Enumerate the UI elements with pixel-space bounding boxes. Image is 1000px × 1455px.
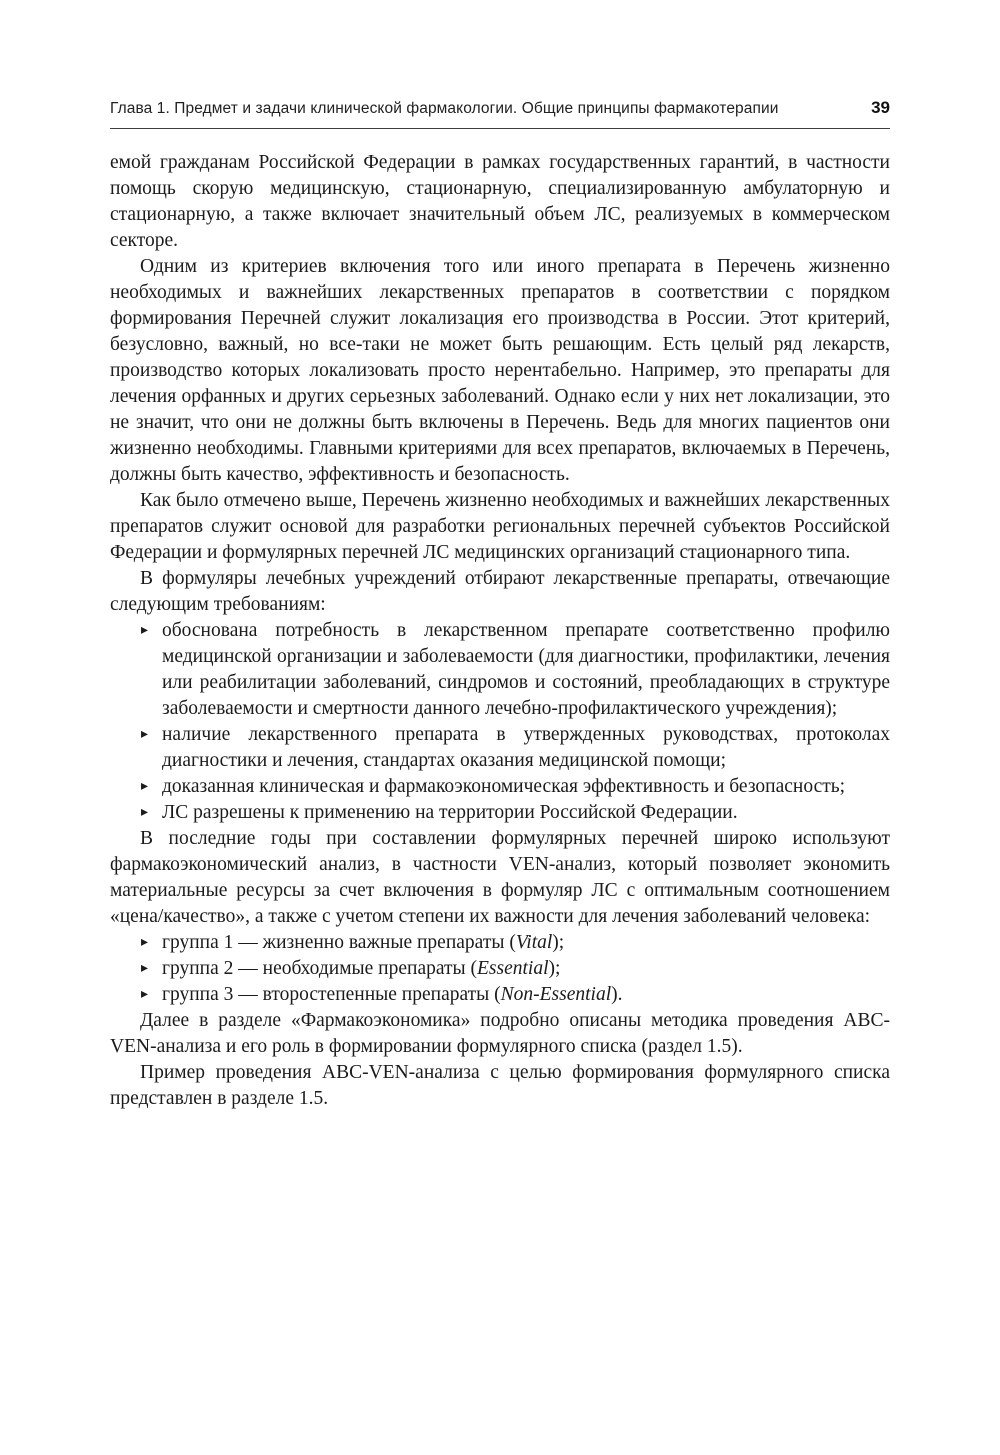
list-item — [110, 722, 890, 774]
paragraph-abc-ven-example: Пример проведения ABC-VEN-анализа с целью формирования формулярного списка представлен в разделе 1.5. — [110, 1062, 890, 1109]
list-item — [110, 982, 890, 1008]
page-body — [110, 150, 890, 1112]
paragraph-pharmacoeconomics: Далее в разделе «Фармакоэкономика» подробно описаны методика проведения ABC-VEN-анализа и его роль в формировании формулярного списка (раздел 1.5). — [110, 1010, 890, 1057]
ven-term-italic: Essential — [477, 958, 549, 979]
list-item — [110, 930, 890, 956]
list-item-text: группа 1 — жизненно важные препараты ( — [162, 932, 516, 953]
paragraph-criteria: Одним из критериев включения того или иного препарата в Перечень жизненно необходимых и важнейших лекарственных препаратов в соответствии с порядком формирования Перечней служит локализация его производства в России. Этот критерий, безусловно, важный, но все-таки не может быть решающим. Есть целый ряд лекарств, производство которых локализовать просто нерентабельно. Например, это препараты для лечения орфанных и других серьезных заболеваний. Однако если у них нет локализации, это не значит, что они не должны быть включены в Перечень. Ведь для многих пациентов они жизненно необходимы. Главными критериями для всех препаратов, включаемых в Перечень, должны быть качество, эффективность и безопасность. — [110, 256, 890, 485]
paragraph-formulary-intro: В формуляры лечебных учреждений отбирают лекарственные препараты, отвечающие следующим требованиям: — [110, 568, 890, 615]
page-number: 39 — [871, 98, 890, 117]
ven-term-italic: Vital — [515, 932, 553, 953]
triangle-bullet-icon: ▸ — [141, 727, 149, 742]
list-item — [110, 774, 890, 800]
triangle-bullet-icon: ▸ — [141, 987, 149, 1002]
list-item — [110, 956, 890, 982]
ven-groups-list — [110, 930, 890, 1008]
list-item-text: ). — [611, 984, 623, 1005]
triangle-bullet-icon: ▸ — [141, 805, 149, 820]
list-item-text: группа 2 — необходимые препараты ( — [162, 958, 478, 979]
triangle-bullet-icon: ▸ — [141, 779, 149, 794]
paragraph-ven-analysis: В последние годы при составлении формулярных перечней широко используют фармакоэкономический анализ, в частности VEN-анализ, который позволяет экономить материальные ресурсы за счет включения в формуляр ЛС с оптимальным соотношением «цена/качество», а также с учетом степени их важности для лечения заболеваний человека: — [110, 828, 890, 927]
list-item-text: обоснована потребность в лекарственном препарате соответственно профилю медицинской организации и заболеваемости (для диагностики, профилактики, лечения или реабилитации заболеваний, синдромов и состояний, преобладающих в структуре заболеваемости и смертности данного лечебно-профилактического учреждения); — [162, 620, 890, 719]
list-item-text: ); — [552, 932, 565, 953]
list-item-text: наличие лекарственного препарата в утвержденных руководствах, протоколах диагностики и лечения, стандартах оказания медицинской помощи; — [162, 724, 890, 771]
paragraph-regional-lists: Как было отмечено выше, Перечень жизненно необходимых и важнейших лекарственных препаратов служит основой для разработки региональных перечней субъектов Российской Федерации и формулярных перечней ЛС медицинских организаций стационарного типа. — [110, 490, 890, 563]
triangle-bullet-icon: ▸ — [141, 935, 149, 950]
running-head — [110, 98, 890, 129]
triangle-bullet-icon: ▸ — [141, 623, 149, 638]
list-item — [110, 800, 890, 826]
list-item-text: ); — [548, 958, 561, 979]
formulary-requirements-list — [110, 618, 890, 826]
ven-term-italic: Non-Essential — [500, 984, 612, 1005]
list-item-text: ЛС разрешены к применению на территории Российской Федерации. — [162, 802, 738, 823]
list-item-text: доказанная клиническая и фармакоэкономическая эффективность и безопасность; — [162, 776, 846, 797]
paragraph-continued: емой гражданам Российской Федерации в рамках государственных гарантий, в частности помощь скорую медицинскую, стационарную, специализированную амбулаторную и стационарную, а также включает значительный объем ЛС, реализуемых в коммерческом секторе. — [110, 152, 890, 251]
chapter-title: Глава 1. Предмет и задачи клинической фармакологии. Общие принципы фармакотерапии — [110, 100, 779, 117]
list-item — [110, 618, 890, 722]
list-item-text: группа 3 — второстепенные препараты ( — [162, 984, 501, 1005]
triangle-bullet-icon: ▸ — [141, 961, 149, 976]
